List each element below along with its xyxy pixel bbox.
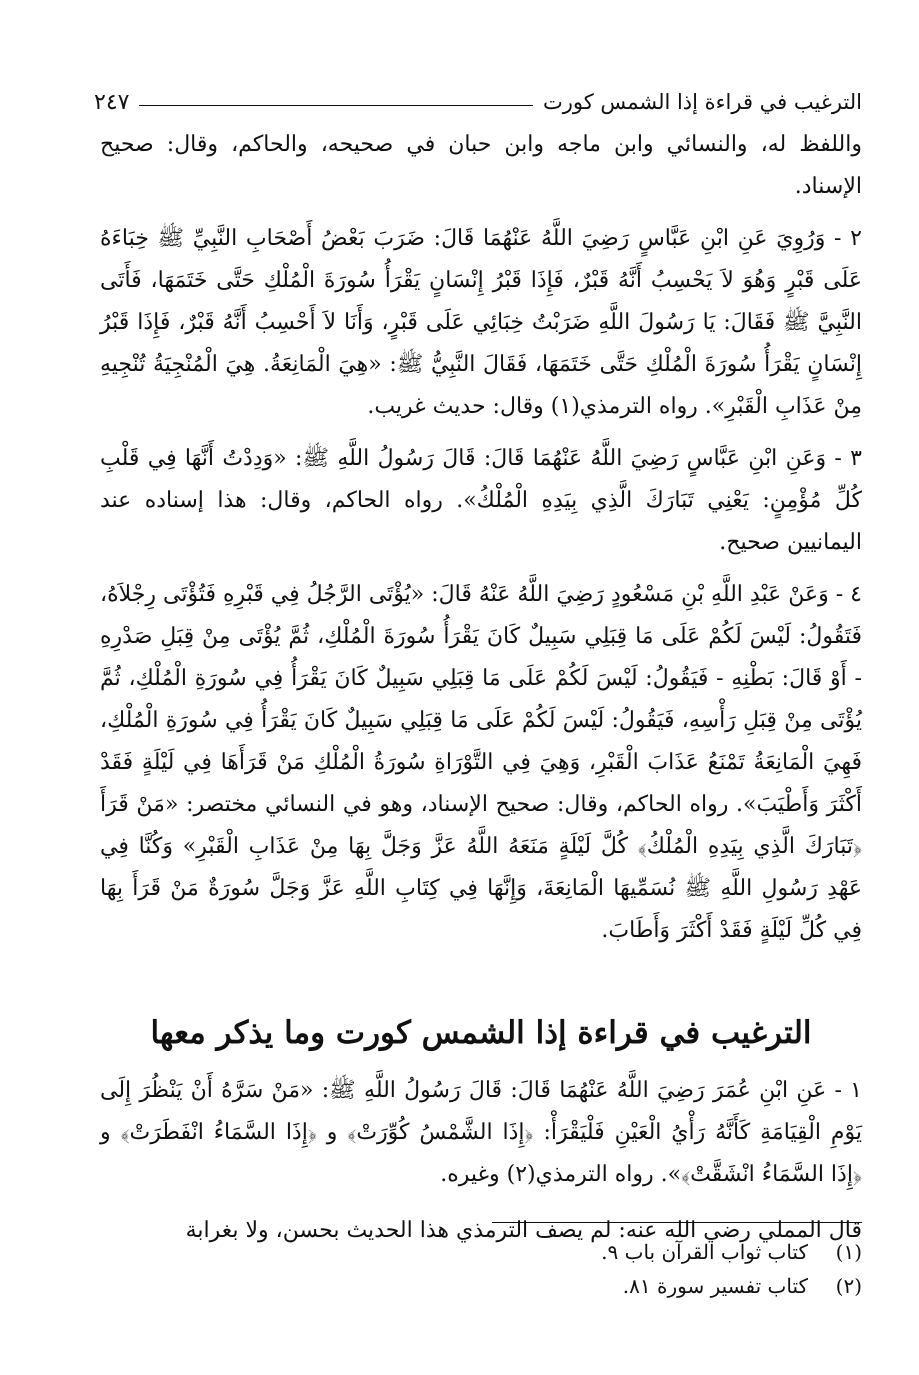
footnote-text: كتاب تفسير سورة ٨١. xyxy=(622,1274,808,1298)
page-header xyxy=(94,84,862,120)
footnote-text: كتاب ثواب القرآن باب ٩. xyxy=(601,1240,808,1264)
hadith-2: ٢ - وَرُوِيَ عَنِ ابْنِ عَبَّاسٍ رَضِيَ اللَّهُ عَنْهُمَا قَالَ: ضَرَبَ بَعْضُ أَصْحَابِ النَّبِيِّ ﷺ خِبَاءَهُ عَلَى قَبْرٍ وَهُوَ لاَ يَحْسِبُ أَنَّهُ قَبْرٌ، فَإِذَا قَبْرُ إِنْسَانٍ يَقْرَأُ سُورَةَ الْمُلْكِ حَتَّى خَتَمَهَا، فَأَتَى النَّبِيَّ ﷺ فَقَالَ: يَا رَسُولَ اللَّهِ ضَرَبْتُ خِبَائِي عَلَى قَبْرٍ، وَأَنَا لاَ أَحْسِبُ أَنَّهُ قَبْرٌ، فَإِذَا قَبْرُ إِنْسَانٍ يَقْرَأُ سُورَةَ الْمُلْكِ حَتَّى خَتَمَهَا، فَقَالَ النَّبِيُّ ﷺ: «هِيَ الْمَانِعَةُ. هِيَ الْمُنْجِيَةُ تُنْجِيهِ مِنْ عَذَابِ الْقَبْرِ». رواه الترمذي(١) وقال: حديث غريب. xyxy=(100,226,862,419)
running-title: الترغيب في قراءة إذا الشمس كورت xyxy=(542,90,862,114)
section-hadith-1: ١ - عَنِ ابْنِ عُمَرَ رَضِيَ اللَّهُ عَنْهُمَا قَالَ: قَالَ رَسُولُ اللَّهِ ﷺ: «مَنْ سَرَّهُ أَنْ يَنْظُرَ إِلَى يَوْمِ الْقِيَامَةِ كَأَنَّهُ رَأْيُ الْعَيْنِ فَلْيَقْرَأْ: ﴿إِذَا الشَّمْسُ كُوِّرَتْ﴾ و ﴿إِذَا السَّمَاءُ انْفَطَرَتْ﴾ و ﴿إِذَا السَّمَاءُ انْشَقَّتْ﴾». رواه الترمذي(٢) وغيره. xyxy=(100,1078,862,1187)
footnote-rule xyxy=(492,1222,862,1223)
footnotes xyxy=(100,1222,862,1303)
commentary-paragraph: قال المملي رضي الله عنه: لم يصف الترمذي هذا الحديث بحسن، ولا بغرابة xyxy=(185,1218,862,1243)
section-title: الترغيب في قراءة إذا الشمس كورت وما يذكر معها xyxy=(150,1015,812,1051)
page-body xyxy=(100,124,862,1252)
header-rule xyxy=(139,105,533,106)
hadith-4: ٤ - وَعَنْ عَبْدِ اللَّهِ بْنِ مَسْعُودٍ رَضِيَ اللَّهُ عَنْهُ قَالَ: «يُؤْتَى الرَّجُلُ فِي قَبْرِهِ فَتُؤْتَى رِجْلاَهُ، فَتَقُولُ: لَيْسَ لَكُمْ عَلَى مَا قِبَلِي سَبِيلٌ كَانَ يَقْرَأُ سُورَةَ الْمُلْكِ، ثُمَّ يُؤْتَى مِنْ قِبَلِ صَدْرِهِ - أَوْ قَالَ: بَطْنِهِ - فَيَقُولُ: لَيْسَ لَكُمْ عَلَى مَا قِبَلِي سَبِيلٌ كَانَ يَقْرَأُ فِي سُورَةِ الْمُلْكِ، ثُمَّ يُؤْتَى مِنْ قِبَلِ رَأْسِهِ، فَيَقُولُ: لَيْسَ لَكُمْ عَلَى مَا قِبَلِي سَبِيلٌ كَانَ يَقْرَأُ فِي سُورَةِ الْمُلْكِ، فَهِيَ الْمَانِعَةُ تَمْنَعُ عَذَابَ الْقَبْرِ، وَهِيَ فِي التَّوْرَاةِ سُورَةُ الْمُلْكِ مَنْ قَرَأَهَا فِي لَيْلَةٍ فَقَدْ أَكْثَرَ وَأَطْيَبَ». رواه الحاكم، وقال: صحيح الإسناد، وهو في النسائي مختصر: «مَنْ قَرَأَ ﴿تَبَارَكَ الَّذِي بِيَدِهِ الْمُلْكُ﴾ كُلَّ لَيْلَةٍ مَنَعَهُ اللَّهُ عَزَّ وَجَلَّ بِهَا مِنْ عَذَابِ الْقَبْرِ» وَكُنَّا فِي عَهْدِ رَسُولِ اللَّهِ ﷺ نُسَمِّيهَا الْمَانِعَةَ، وَإِنَّهَا فِي كِتَابِ اللَّهِ عَزَّ وَجَلَّ سُورَةٌ مَنْ قَرَأَ بِهَا فِي كُلِّ لَيْلَةٍ فَقَدْ أَكْثَرَ وَأَطَابَ. xyxy=(100,582,862,943)
footnote-number: (٢) xyxy=(835,1274,862,1298)
footnote-2 xyxy=(100,1269,862,1303)
paragraph-continuation: واللفظ له، والنسائي وابن ماجه وابن حبان في صحيحه، والحاكم، وقال: صحيح الإسناد. xyxy=(100,132,862,199)
footnote-number: (١) xyxy=(835,1240,862,1264)
hadith-3: ٣ - وَعَنِ ابْنِ عَبَّاسٍ رَضِيَ اللَّهُ عَنْهُمَا قَالَ: قَالَ رَسُولُ اللَّهِ ﷺ: «وَدِدْتُ أَنَّهَا فِي قَلْبِ كُلِّ مُؤْمِنٍ: يَعْنِي تَبَارَكَ الَّذِي بِيَدِهِ الْمُلْكُ». رواه الحاكم، وقال: هذا إسناده عند اليمانيين صحيح. xyxy=(100,446,862,555)
page-number: ٢٤٧ xyxy=(94,89,130,115)
footnote-1 xyxy=(100,1235,862,1269)
